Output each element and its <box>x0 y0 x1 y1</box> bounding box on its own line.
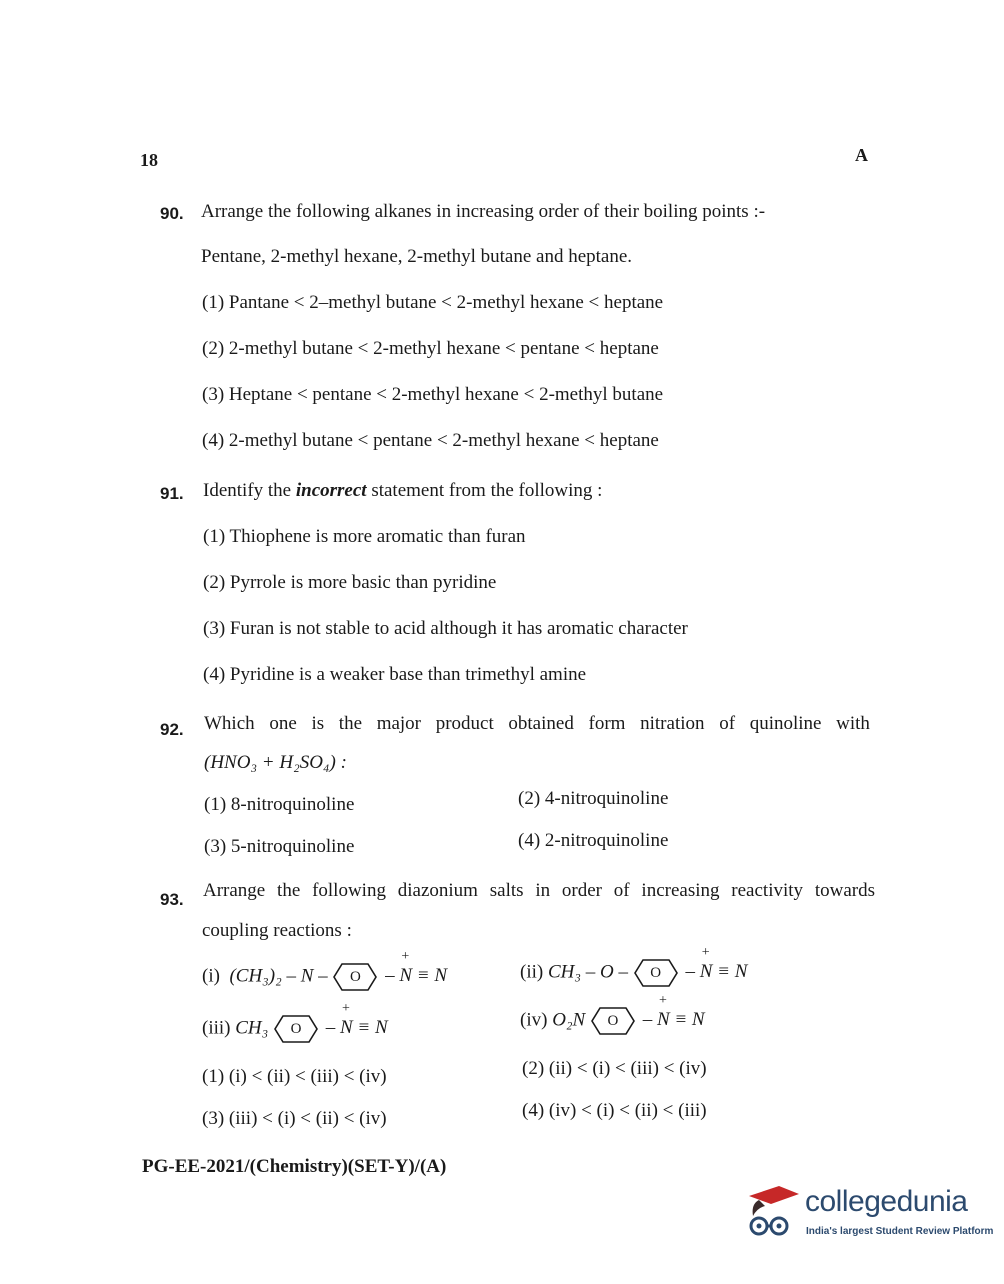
q92-word: of <box>719 713 736 734</box>
q93-line2: coupling reactions : <box>202 920 352 941</box>
q92-word: one <box>269 713 297 734</box>
q91-option-4: (4) Pyridine is a weaker base than trimethyl amine <box>203 664 587 685</box>
q90-option-1: (1) Pantane < 2–methyl butane < 2-methyl hexane < heptane <box>202 292 664 313</box>
ring-label: O <box>607 1012 619 1029</box>
q92-word: nitration <box>640 713 705 734</box>
benzene-ring-icon <box>590 1006 624 1036</box>
ring-label: O <box>650 964 662 981</box>
q93-word: of <box>613 880 630 901</box>
q93-word: following <box>312 880 386 901</box>
diazo-group: N ≡ N <box>699 961 748 983</box>
benzene-ring-icon <box>332 962 366 992</box>
q93-word: reactivity <box>731 880 804 901</box>
diazo-group: N ≡ N <box>340 1017 388 1039</box>
q93-number: 93. <box>160 890 184 909</box>
q93-word: salts <box>489 880 524 901</box>
salt-i-group: (CH₃)₂ – N – <box>229 965 328 987</box>
q92-option-1: (1) 8-nitroquinoline <box>204 794 355 815</box>
ring-label: O <box>349 968 361 985</box>
plus-sign: + <box>401 949 410 965</box>
salt-ii: (ii) CH₃ – O – O – + N ≡ N <box>520 958 747 988</box>
q93-option-1: (1) (i) < (ii) < (iii) < (iv) <box>202 1066 387 1087</box>
q93-word: in <box>535 880 551 901</box>
q92-word: with <box>836 713 870 734</box>
q91-question <box>203 480 602 502</box>
diazo-group: N ≡ N <box>399 965 448 987</box>
q91-option-2: (2) Pyrrole is more basic than pyridine <box>203 572 497 593</box>
q92-option-2: (2) 4-nitroquinoline <box>518 788 669 809</box>
q91-question-pre: Identify the <box>203 480 292 501</box>
logo-mascot-icon <box>745 1182 801 1242</box>
q92-word: major <box>376 713 422 734</box>
q92-word: product <box>435 713 494 734</box>
q90-option-4: (4) 2-methyl butane < pentane < 2-methyl hexane < heptane <box>202 430 659 451</box>
salt-ii-label: (ii) <box>520 961 544 983</box>
q92-reagent: (HNO₃ + H₂SO₄) : <box>204 752 347 773</box>
benzene-ring-icon <box>633 958 667 988</box>
q93-word: Arrange <box>203 880 266 901</box>
plus-sign: + <box>658 993 667 1009</box>
salt-iv-group: O₂N <box>552 1009 586 1031</box>
benzene-ring-icon <box>273 1014 307 1044</box>
q93-word: increasing <box>641 880 720 901</box>
q91-question-em: incorrect <box>295 480 367 501</box>
q92-number: 92. <box>160 720 184 739</box>
q90-option-2: (2) 2-methyl butane < 2-methyl hexane < pentane < heptane <box>202 338 659 359</box>
q92-word: is <box>311 713 325 734</box>
q92-option-3: (3) 5-nitroquinoline <box>204 836 355 857</box>
q93-word: diazonium <box>397 880 478 901</box>
q92-word: quinoline <box>749 713 822 734</box>
ring-label: O <box>290 1020 302 1037</box>
q92-word: obtained <box>508 713 574 734</box>
q91-question-post: statement from the following : <box>371 480 603 501</box>
q92-question <box>204 713 870 735</box>
q92-option-4: (4) 2-nitroquinoline <box>518 830 669 851</box>
plus-sign: + <box>701 945 710 961</box>
salt-iv: (iv) O₂N O – + N ≡ N <box>520 1006 705 1036</box>
logo-tagline: India's largest Student Review Platform <box>806 1226 994 1237</box>
salt-iv-label: (iv) <box>520 1009 548 1031</box>
q90-line2: Pentane, 2-methyl hexane, 2-methyl butane and heptane. <box>201 246 633 267</box>
q90-option-3: (3) Heptane < pentane < 2-methyl hexane < 2-methyl butane <box>202 384 664 405</box>
set-code: A <box>855 145 868 165</box>
salt-iii-label: (iii) <box>202 1017 231 1039</box>
q93-word: the <box>277 880 301 901</box>
q91-number: 91. <box>160 484 184 503</box>
salt-ii-group: CH₃ – O – <box>547 961 628 983</box>
q93-option-3: (3) (iii) < (i) < (ii) < (iv) <box>202 1108 387 1129</box>
q93-word: towards <box>814 880 875 901</box>
salt-iii: (iii) CH₃ O – + N ≡ N <box>202 1014 388 1044</box>
footer-code: PG-EE-2021/(Chemistry)(SET-Y)/(A) <box>142 1156 447 1177</box>
q91-option-3: (3) Furan is not stable to acid although it has aromatic character <box>203 618 688 639</box>
q92-word: form <box>588 713 626 734</box>
q91-option-1: (1) Thiophene is more aromatic than furan <box>203 526 526 547</box>
diazo-group: N ≡ N <box>656 1009 705 1031</box>
plus-sign: + <box>342 1001 350 1017</box>
q90-question: Arrange the following alkanes in increasing order of their boiling points :- <box>201 201 766 222</box>
page-number: 18 <box>140 150 158 170</box>
salt-i: (i) (CH₃)₂ – N – O – + N ≡ N <box>202 962 447 992</box>
q93-word: order <box>561 880 602 901</box>
logo-name: collegedunia <box>805 1185 968 1218</box>
q92-word: the <box>338 713 363 734</box>
q90-number: 90. <box>160 204 184 223</box>
q93-option-4: (4) (iv) < (i) < (ii) < (iii) <box>522 1100 707 1121</box>
q92-word: Which <box>204 713 255 734</box>
salt-iii-group: CH₃ <box>235 1017 269 1039</box>
q93-question <box>203 880 875 902</box>
q93-option-2: (2) (ii) < (i) < (iii) < (iv) <box>522 1058 707 1079</box>
salt-i-label: (i) <box>202 965 220 987</box>
